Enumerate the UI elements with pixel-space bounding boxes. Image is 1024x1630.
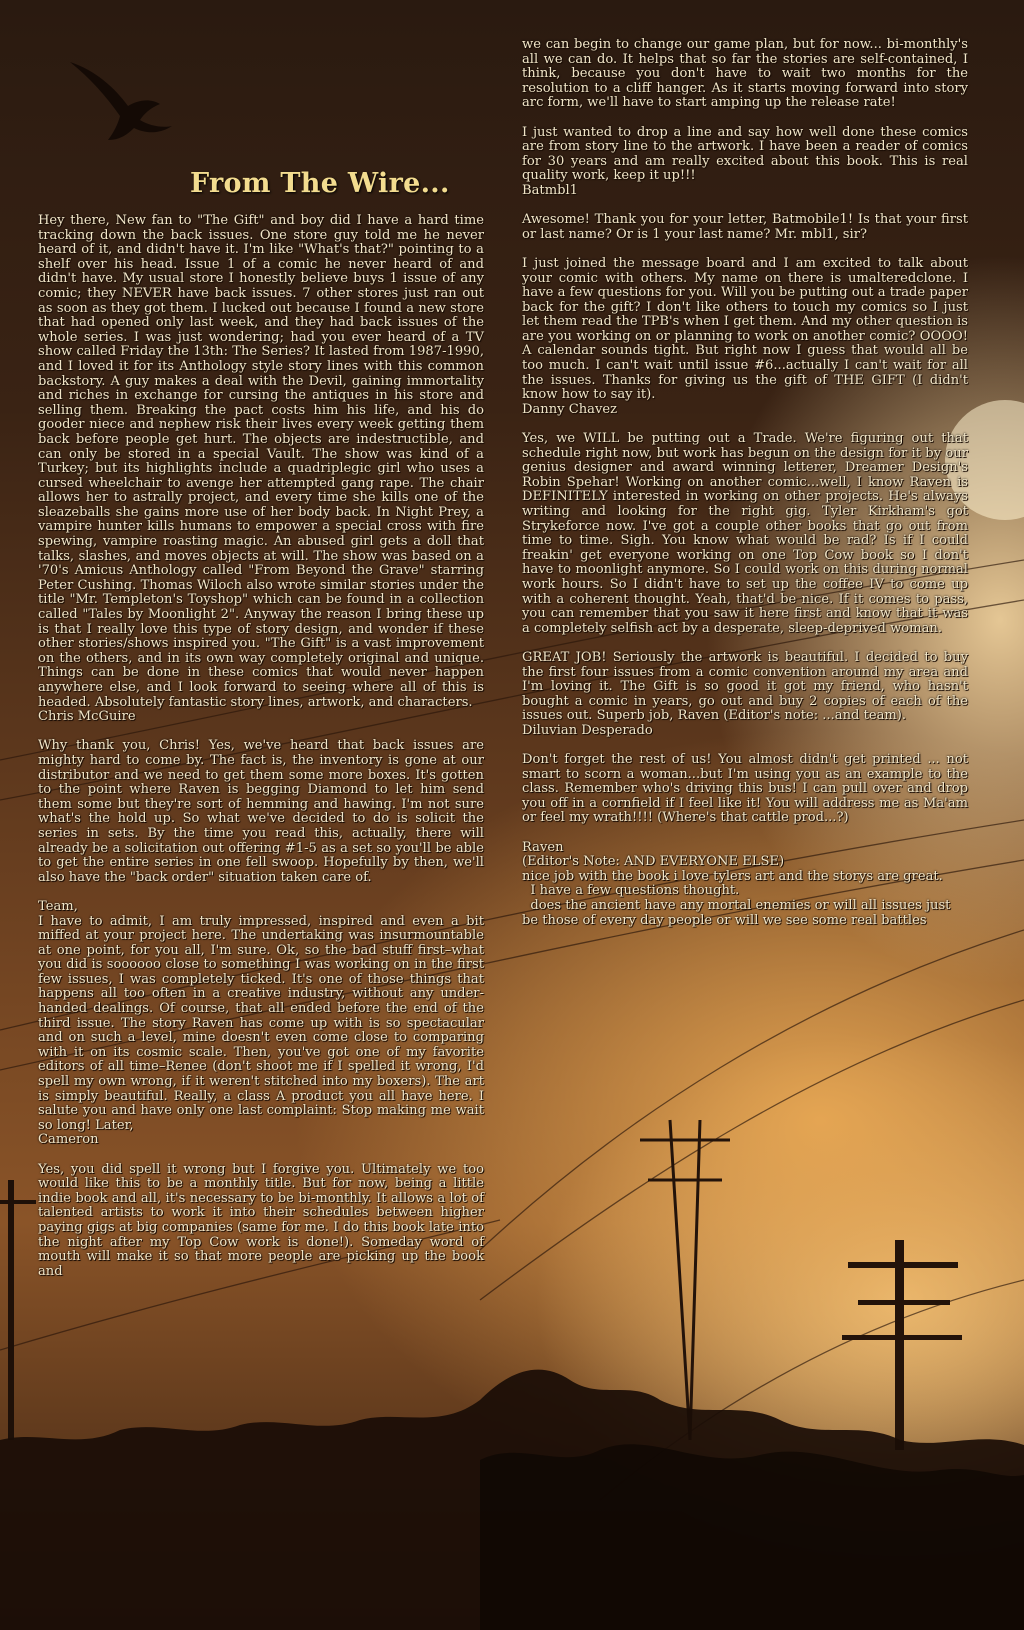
page-title: From The Wire... xyxy=(190,168,450,199)
letter-signature: Diluvian Desperado xyxy=(522,722,653,738)
letter-signature: Danny Chavez xyxy=(522,401,618,417)
letter-greeting: Team, xyxy=(38,898,78,914)
utility-pole-left xyxy=(0,1180,36,1440)
letter xyxy=(522,257,968,418)
left-column xyxy=(38,214,484,1294)
letter-text: I have a few questions thought. xyxy=(522,883,740,899)
letter-text: Hey there, New fan to "The Gift" and boy did I have a hard time tracking down the back issues. One store guy told me he never heard of it, and didn't have it. I'm like "What's that?" pointing to a shelf over his head. Issue 1 of a comic he never heard of and didn't have. My usual store I honestly believe buys 1 issue of any comic; they NEVER have back issues. 7 other stores just ran out as soon as they got them. I lucked out because I found a new store that had opened only last week, and they had back issues of the whole series. I was just wondering; had you ever heard of a TV show called Friday the 13th: The Series? It lasted from 1987-1990, and I loved it for its Anthology style story lines with this common backstory. A guy makes a deal with the Devil, gaining immortality and riches in exchange for cursing the antiques in his store and selling them. Breaking the pact costs him his life, and his do gooder niece and nephew risk their lives every week getting them back before people get hurt. The objects are indestructible, and can only be stored in a special Vault. The show was kind of a Turkey; but its highlights include a quadriplegic girl who uses a cursed wheelchair to avenge her attempted gang rape. The chair allows her to astrally project, and every time she kills one of the sleazeballs she gains more use of her body back. In Night Prey, a vampire hunter kills humans to empower a special cross with fire spewing, vampire roasting magic. An abused girl gets a doll that talks, slashes, and moves objects at will. The show was based on a '70's Amicus Anthology called "From Beyond the Grave" starring Peter Cushing. Thomas Wiloch also wrote similar stories under the title "Mr. Templeton's Toyshop" which can be found in a collection called "Tales by Moonlight 2". Anyway the reason I bring these up is that I really love this type of story design, and wonder if these other stories/shows inspired you. "The Gift" is a vast improvement on the others, and in its own way completely original and unique. Things can be done in these comics that would never happen anywhere else, and I look forward to seeing where all of this is headed. Absolutely fantastic story lines, artwork, and characters. xyxy=(38,213,484,710)
letter xyxy=(38,900,484,1148)
editor-reply xyxy=(522,753,968,826)
reply-text: Yes, you did spell it wrong but I forgive you. Ultimately we too would like this to be a monthly title. But for now, being a little indie book and all, it's necessary to be bi-monthly. It allows a lot of talented artists to work it into their schedules between higher paying gigs at big companies (same for me. I do this book late into the night after my Top Cow work is done!). Someday word of mouth will make it so that more people are picking up the book and xyxy=(38,1161,484,1279)
reply-text: Don't forget the rest of us! You almost didn't get printed ... not smart to scorn a woman...but I'm using you as an example to the class. Remember who's driving this bus! I can pull over and drop you off in a cornfield if I feel like it! You will address me as Ma'am or feel my wrath!!!! (Where's that cattle prod...?) xyxy=(522,752,968,826)
tree-line-far xyxy=(480,1444,1024,1630)
letter-signature: Cameron xyxy=(38,1132,99,1148)
reply-text: we can begin to change our game plan, but for now... bi-monthly's all we can do. It helps that so far the stories are self-contained, I think, because you don't have to wait two months for the resolution to a cliff hanger. As it starts moving forward into story arc form, we'll have to start amping up the release rate! xyxy=(522,37,968,111)
letter-signature: Raven xyxy=(522,839,564,855)
letter-signature: Chris McGuire xyxy=(38,709,136,725)
right-column xyxy=(522,38,968,943)
editor-reply xyxy=(38,1163,484,1280)
letter xyxy=(522,841,968,929)
editor-reply xyxy=(522,213,968,242)
letter-text: GREAT JOB! Seriously the artwork is beautiful. I decided to buy the first four issues from a comic convention around my area and I'm loving it. The Gift is so good it got my friend, who hasn't bought a comic in years, go out and buy 2 copies of each of the issues out. Superb job, Raven (Editor's note: ...and team). xyxy=(522,649,968,724)
utility-pole-tower xyxy=(640,1120,730,1440)
letter-text: nice job with the book i love tylers art and the storys are great. xyxy=(522,868,943,884)
letter xyxy=(522,126,968,199)
editor-reply xyxy=(38,739,484,885)
letter xyxy=(38,214,484,725)
letter-text: I just joined the message board and I am excited to talk about your comic with others. My name on there is umalteredclone. I have a few questions for you. Will you be putting out a trade paper back for the gift? I don't like others to touch my comics so I just let them read the TPB's when I get them. And my other question is are you working on or planning to work on another comic? OOOO! A calendar sounds tight. But right now I guess that would all be too much. I can't wait until issue #6...actually I can't wait for all the issues. Thanks for giving us the gift of THE GIFT (I didn't know how to say it). xyxy=(522,255,968,403)
editor-reply xyxy=(522,432,968,636)
reply-text: Awesome! Thank you for your letter, Batmobile1! Is that your first or last name? Or is 1 your last name? Mr. mbl1, sir? xyxy=(522,212,968,242)
letter xyxy=(522,651,968,739)
letter-signature: Batmbl1 xyxy=(522,182,579,198)
editor-reply xyxy=(522,38,968,111)
letter-text: I have to admit, I am truly impressed, inspired and even a bit miffed at your project here. The undertaking was insurmountable at one point, for you all, I'm sure. Ok, so the bad stuff first–what you did is soooooo close to something I was working on in the first few issues, I was completely ticked. It's one of those things that happens all too often in a creative industry, without any under-handed dealings. Of course, that all ended before the end of the third issue. The story Raven has come up with is so spectacular and on such a level, mine doesn't even come close to comparing with it on its cosmic scale. Then, you've got one of my favorite editors of all time–Renee (don't shoot me if I spelled it wrong, I'd spell my own wrong, if it weren't stitched into my boxers). The art is simply beautiful. Really, a class A product you all have here. I salute you and have only one last complaint: Stop making me wait so long! Later, xyxy=(38,913,484,1133)
reply-text: Why thank you, Chris! Yes, we've heard that back issues are mighty hard to come by. The fact is, the inventory is gone at our distributor and we need to get them some more boxes. It's gotten to the point where Raven is begging Diamond to let him send them some but they're sort of hemming and hawing. I'm not sure what's the hold up. So what we've decided to do is solicit the series in sets. By the time you read this, actually, there will already be a solicitation out offering #1-5 as a set so you'll be able to get the entire series in one fell swoop. Hopefully by then, we'll also have the "back order" situation taken care of. xyxy=(38,738,484,885)
letter-text: does the ancient have any mortal enemies or will all issues just be those of every day people or will we see some real battles xyxy=(522,898,951,928)
utility-pole-right xyxy=(842,1240,962,1450)
editor-note: (Editor's Note: AND EVERYONE ELSE) xyxy=(522,854,785,870)
letter-text: I just wanted to drop a line and say how well done these comics are from story line to the artwork. I have been a reader of comics for 30 years and am really excited about this book. This is real quality work, keep it up!!! xyxy=(522,124,968,184)
bird-icon xyxy=(70,62,172,140)
reply-text: Yes, we WILL be putting out a Trade. We're figuring out that schedule right now, but work has begun on the design for it by our genius designer and award winning letterer, Dreamer Design's Robin Spehar! Working on another comic...well, I know Raven is DEFINITELY interested in working on other projects. He's always writing and looking for the right gig. Tyler Kirkham's got Strykeforce now. I've got a couple other books that go out from time to time. Sigh. You know what would be rad? Is if I could freakin' get everyone working on one Top Cow book so I don't have to moonlight anymore. So I could work on this during normal work hours. So I didn't have to set up the coffee IV to come up with a coherent thought. Yeah, that'd be nice. If it comes to pass, you can remember that you saw it here first and know that it was a completely selfish act by a desperate, sleep-deprived woman. xyxy=(522,431,968,636)
